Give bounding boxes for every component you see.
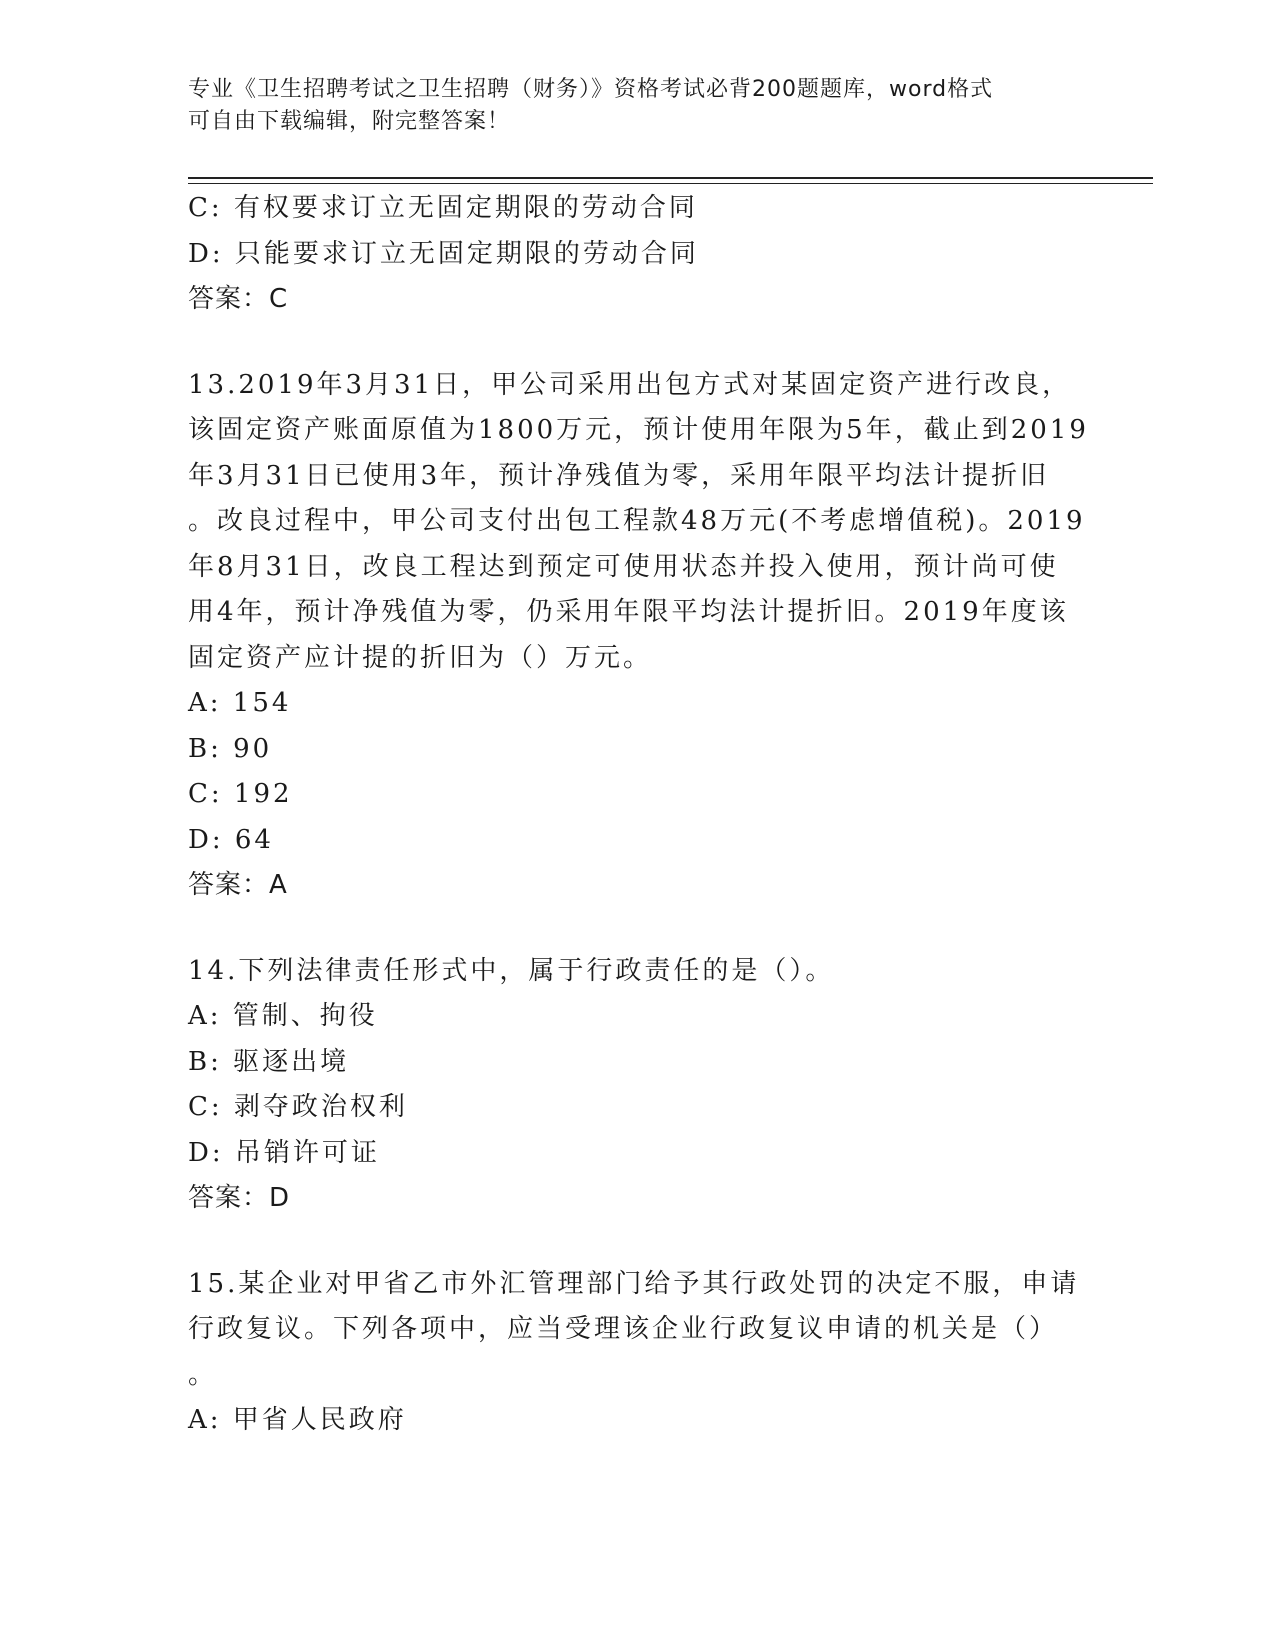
- question-15: [188, 1262, 1088, 1444]
- header-divider-thin: [188, 183, 1153, 184]
- question-stem-line: 。: [188, 1359, 218, 1390]
- answer-line: 答案：D: [188, 1183, 291, 1213]
- option-a: A: 甲省人民政府: [188, 1405, 407, 1435]
- question-stem-line: 固定资产应计提的折旧为（）万元。: [188, 642, 653, 673]
- option-d: D: 吊销许可证: [188, 1137, 380, 1168]
- answer-line: 答案：A: [188, 870, 288, 900]
- question-stem-line: 该固定资产账面原值为1800万元，预计使用年限为5年，截止到2019: [188, 415, 1089, 445]
- question-14: [188, 949, 1088, 1222]
- question-stem-line: 15.某企业对甲省乙市外汇管理部门给予其行政处罚的决定不服，申请: [188, 1268, 1080, 1299]
- option-a: A: 154: [188, 688, 292, 718]
- option-b: B: 90: [188, 733, 273, 764]
- question-13: [188, 363, 1088, 909]
- question-stem-line: 年3月31日已使用3年，预计净残值为零，采用年限平均法计提折旧: [188, 460, 1050, 491]
- question-list: [188, 186, 1088, 1444]
- option-c: C: 剥夺政治权利: [188, 1092, 408, 1122]
- header-title-line-1: 专业《卫生招聘考试之卫生招聘（财务）》资格考试必背200题题库，word格式: [188, 77, 994, 102]
- question-gap: [188, 323, 1088, 363]
- header-title-line-2: 可自由下载编辑，附完整答案！: [188, 109, 511, 134]
- question-gap: [188, 909, 1088, 949]
- question-stem-line: 年8月31日，改良工程达到预定可使用状态并投入使用，预计尚可使: [188, 551, 1059, 582]
- question-stem-line: 行政复议。下列各项中，应当受理该企业行政复议申请的机关是（）: [188, 1314, 1059, 1344]
- question-gap: [188, 1222, 1088, 1262]
- option-d: D: 只能要求订立无固定期限的劳动合同: [188, 238, 699, 269]
- option-c: C: 192: [188, 779, 293, 809]
- question-stem-line: 用4年，预计净残值为零，仍采用年限平均法计提折旧。2019年度该: [188, 597, 1069, 627]
- question-12-tail: [188, 186, 1088, 323]
- option-a: A: 管制、拘役: [188, 1001, 378, 1031]
- header-divider-thick: [188, 177, 1153, 179]
- answer-line: 答案：C: [188, 284, 289, 314]
- option-b: B: 驱逐出境: [188, 1046, 350, 1077]
- document-header: [188, 74, 1088, 138]
- option-c: C: 有权要求订立无固定期限的劳动合同: [188, 193, 698, 223]
- question-stem-line: 13.2019年3月31日，甲公司采用出包方式对某固定资产进行改良，: [188, 369, 1072, 400]
- option-d: D: 64: [188, 824, 274, 855]
- question-stem-line: 。改良过程中，甲公司支付出包工程款48万元(不考虑增值税)。2019: [188, 506, 1086, 536]
- question-stem-line: 14.下列法律责任形式中，属于行政责任的是（）。: [188, 955, 835, 986]
